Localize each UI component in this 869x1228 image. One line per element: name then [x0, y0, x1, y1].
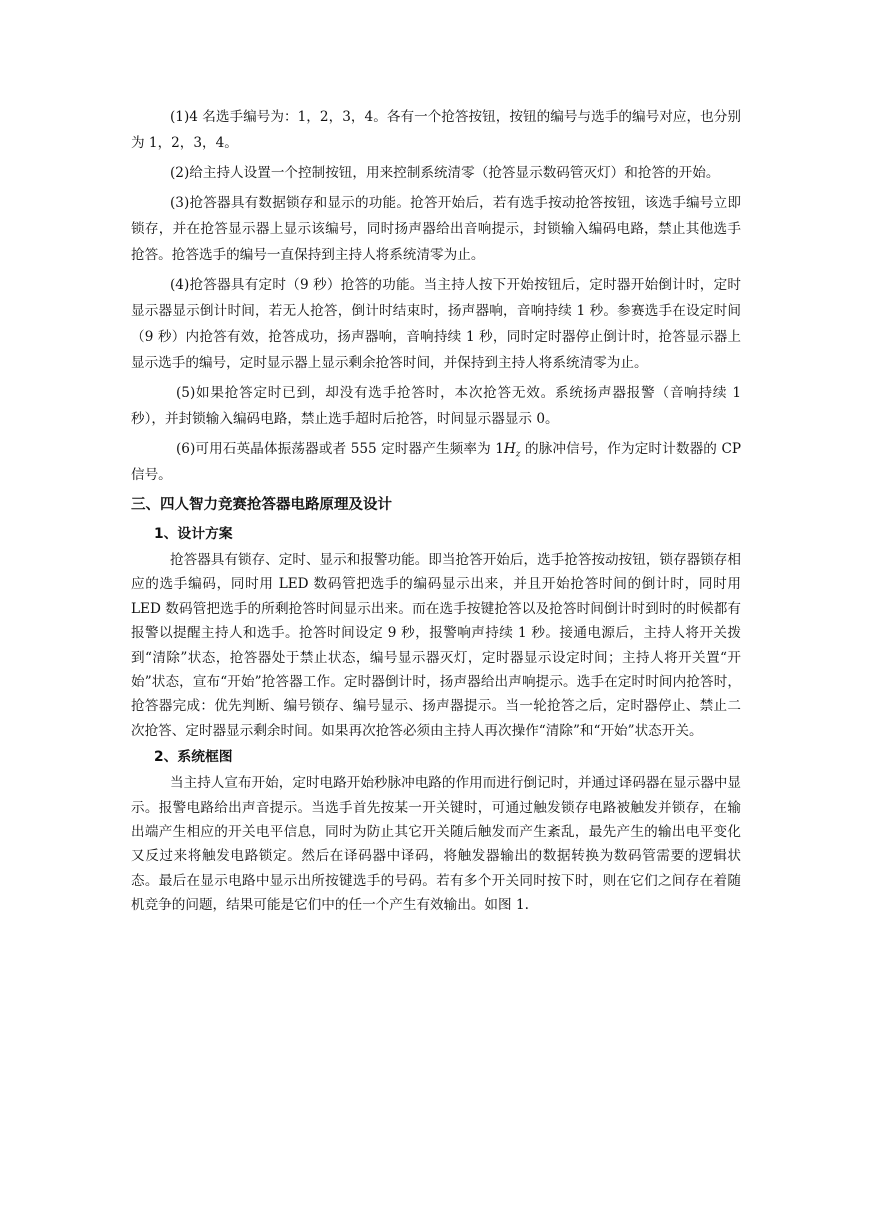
item6-text-after: 的脉冲信号，作为定时计数器的 CP 信号。	[131, 441, 741, 483]
subsection-heading-design-plan: 1、设计方案	[154, 526, 233, 542]
requirement-item-3: (3)抢答器具有数据锁存和显示的功能。抢答开始后，若有选手按动抢答按钮，该选手编号立即锁存，并在抢答显示器上显示该编号，同时扬声器给出音响提示，封锁输入编码电路，禁止其他选手抢答。抢答选手的编号一直保持到主持人将系统清零为止。	[131, 195, 741, 263]
subsection-heading-system-diagram: 2、系统框图	[154, 749, 233, 766]
requirement-item-2: (2)给主持人设置一个控制按钮，用来控制系统清零（抢答显示数码管灭灯）和抢答的开始。	[170, 165, 720, 181]
design-plan-paragraph: 抢答器具有锁存、定时、显示和报警功能。即当抢答开始后，选手抢答按动按钮，锁存器锁存相应的选手编码，同时用 LED 数码管把选手的编码显示出来，并且开始抢答时间的倒计时，同时用 LED 数码管把选手的所剩抢答时间显示出来。而在选手按键抢答以及抢答时间倒计时到时的时候都有报警以提醒主持人和选手。抢答时间设定 9 秒，报警响声持续 1 秒。接通电源后，主持人将开关拨到“清除”状态，抢答器处于禁止状态，编号显示器灭灯，定时器显示设定时间；主持人将开关置“开始”状态，宣布“开始”抢答器工作。定时器倒计时，扬声器给出声响提示。选手在定时时间内抢答时，抢答器完成：优先判断、编号锁存、编号显示、扬声器提示。当一轮抢答之后，定时器停止、禁止二次抢答、定时器显示剩余时间。如果再次抢答必须由主持人再次操作“清除”和“开始”状态开关。	[131, 552, 741, 739]
item6-text-before: (6)可用石英晶体振荡器或者 555 定时器产生频率为 1	[176, 441, 504, 457]
requirement-item-5: (5)如果抢答定时已到，却没有选手抢答时，本次抢答无效。系统扬声器报警（音响持续 1 秒），并封锁输入编码电路，禁止选手超时后抢答，时间显示器显示 0。	[131, 385, 741, 427]
system-diagram-paragraph: 当主持人宣布开始，定时电路开始秒脉冲电路的作用而进行倒记时，并通过译码器在显示器中显示。报警电路给出声音提示。当选手首先按某一开关键时，可通过触发锁存电路被触发并锁存，在输出端产生相应的开关电平信息，同时为防止其它开关随后触发而产生紊乱，最先产生的输出电平变化又反过来将触发电路锁定。然后在译码器中译码，将触发器输出的数据转换为数码管需要的逻辑状态。最后在显示电路中显示出所按键选手的号码。若有多个开关同时按下时，则在它们之间存在着随机竞争的问题，结果可能是它们中的任一个产生有效输出。如图 1.	[131, 775, 741, 914]
requirement-item-6	[131, 436, 741, 488]
requirement-item-1: (1)4 名选手编号为：1，2，3，4。各有一个抢答按钮，按钮的编号与选手的编号对应，也分别为 1，2，3，4。	[131, 109, 741, 151]
frequency-unit	[503, 441, 521, 460]
section-heading: 三、四人智力竞赛抢答器电路原理及设计	[131, 497, 392, 513]
frequency-unit-sub: z	[515, 449, 521, 460]
frequency-unit-main: H	[503, 441, 516, 457]
requirement-item-4: (4)抢答器具有定时（9 秒）抢答的功能。当主持人按下开始按钮后，定时器开始倒计时，定时显示器显示倒计时间，若无人抢答，倒计时结束时，扬声器响，音响持续 1 秒。参赛选手在设定时间（9 秒）内抢答有效，抢答成功，扬声器响，音响持续 1 秒，同时定时器停止倒计时，抢答显示器上显示选手的编号，定时显示器上显示剩余抢答时间，并保持到主持人将系统清零为止。	[131, 277, 741, 371]
